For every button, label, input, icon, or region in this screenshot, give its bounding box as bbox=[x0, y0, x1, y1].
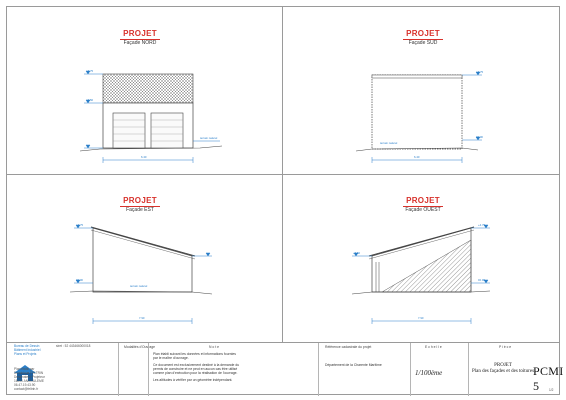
scale-heading: E c h e l l e bbox=[425, 345, 442, 349]
company-line-2: Bâtiment Industriel bbox=[14, 348, 41, 352]
nord-width-label: 6.40 bbox=[141, 155, 147, 159]
nord-roof-tiles bbox=[103, 74, 193, 103]
note-column bbox=[148, 343, 319, 396]
title-block bbox=[6, 342, 564, 396]
cadastre-column bbox=[318, 343, 411, 396]
nord-terrain-label: terrain naturel bbox=[200, 136, 218, 140]
nord-garage-door-right bbox=[151, 113, 183, 148]
sud-facade-subtitle: Façade SUD bbox=[408, 40, 438, 46]
company-line-1: Bureau de Dessin bbox=[14, 344, 40, 348]
piece-column bbox=[468, 343, 564, 396]
nord-projet-title: PROJET bbox=[123, 29, 157, 38]
designer-line-5: 06.47.19.43.90 bbox=[14, 383, 36, 387]
est-projet-title: PROJET bbox=[123, 196, 157, 205]
note-line-2: par le maître d'ouvrage. bbox=[153, 356, 189, 360]
est-wall bbox=[93, 228, 192, 292]
est-level-top: +4.75 bbox=[76, 223, 84, 227]
designer-line-2: Dominique FELTRIN bbox=[14, 371, 44, 375]
sud-width-label: 6.40 bbox=[414, 155, 420, 159]
nord-level-top: +4.75 bbox=[86, 69, 94, 73]
ouest-elevation bbox=[352, 225, 490, 324]
note-line-4: permis de construire et ne peut en aucun cas être utilisé bbox=[153, 367, 238, 371]
sud-elevation bbox=[356, 72, 482, 163]
note-line-3: Ce document est exclusivement destiné à la demande du bbox=[153, 363, 240, 367]
sud-wall bbox=[372, 75, 462, 149]
cadastre-heading: Référence cadastrale du projet bbox=[325, 345, 372, 349]
note-line-5: comme plan d'exécution pour la réalisation de l'ouvrage. bbox=[153, 371, 238, 375]
nord-garage-door-left bbox=[113, 113, 145, 148]
ouest-projet-title: PROJET bbox=[406, 196, 440, 205]
nord-facade-subtitle: Façade NORD bbox=[123, 40, 157, 46]
ouest-width-label: 7.90 bbox=[418, 316, 424, 320]
piece-heading: P i è c e bbox=[499, 345, 512, 349]
est-elevation bbox=[70, 225, 212, 324]
modalites-heading: Modalités d'Ouvrage bbox=[124, 345, 155, 349]
sud-roof-edge bbox=[372, 75, 462, 78]
scale-value: 1/100ème bbox=[415, 369, 443, 377]
designer-line-3: Dessinateur Projeteur bbox=[14, 375, 45, 379]
designer-line-6: contact@feltrin.fr bbox=[14, 387, 39, 391]
project-label: PROJET bbox=[494, 363, 512, 368]
ouest-level-mid: +2.50 bbox=[353, 251, 361, 255]
company-line-3: Plans et Projets bbox=[14, 352, 37, 356]
sud-terrain-label: terrain naturel bbox=[380, 141, 398, 145]
sheet-number: 1/2 bbox=[549, 388, 554, 392]
sud-projet-title: PROJET bbox=[406, 29, 440, 38]
nord-level-mid: +2.50 bbox=[86, 98, 94, 102]
est-facade-subtitle: Façade EST bbox=[126, 207, 154, 213]
note-line-6: Les altitudes à vérifier par un géomètre indépendant. bbox=[153, 378, 233, 382]
est-width-label: 7.90 bbox=[139, 316, 145, 320]
sud-level-top: +4.75 bbox=[476, 70, 484, 74]
ouest-level-top: +4.75 bbox=[478, 223, 486, 227]
modalites-column bbox=[118, 343, 155, 396]
piece-code: PCMI 5 bbox=[533, 364, 564, 393]
project-title: Plan des façades et des toitures bbox=[471, 369, 535, 374]
cadastre-text: Département de la Charente Maritime bbox=[325, 363, 382, 367]
ouest-facade-subtitle: Façade OUEST bbox=[405, 207, 441, 213]
nord-elevation bbox=[80, 71, 222, 163]
designer-line-1: Plan établi par bbox=[14, 367, 35, 371]
est-terrain-label: terrain naturel bbox=[130, 284, 148, 288]
scale-column bbox=[410, 343, 469, 396]
siret-number: siret : 52 443466000018 bbox=[56, 344, 91, 348]
ouest-level-zero: ±0.00 bbox=[478, 278, 485, 282]
sud-level-zero: ±0.00 bbox=[476, 135, 483, 139]
designer-line-4: 16000 ANGOULEME bbox=[14, 379, 44, 383]
note-heading: N o t e bbox=[209, 345, 219, 349]
note-line-1: Plan établi suivant les données et informations fournies bbox=[153, 352, 236, 356]
est-level-zero: ±0.00 bbox=[76, 278, 83, 282]
